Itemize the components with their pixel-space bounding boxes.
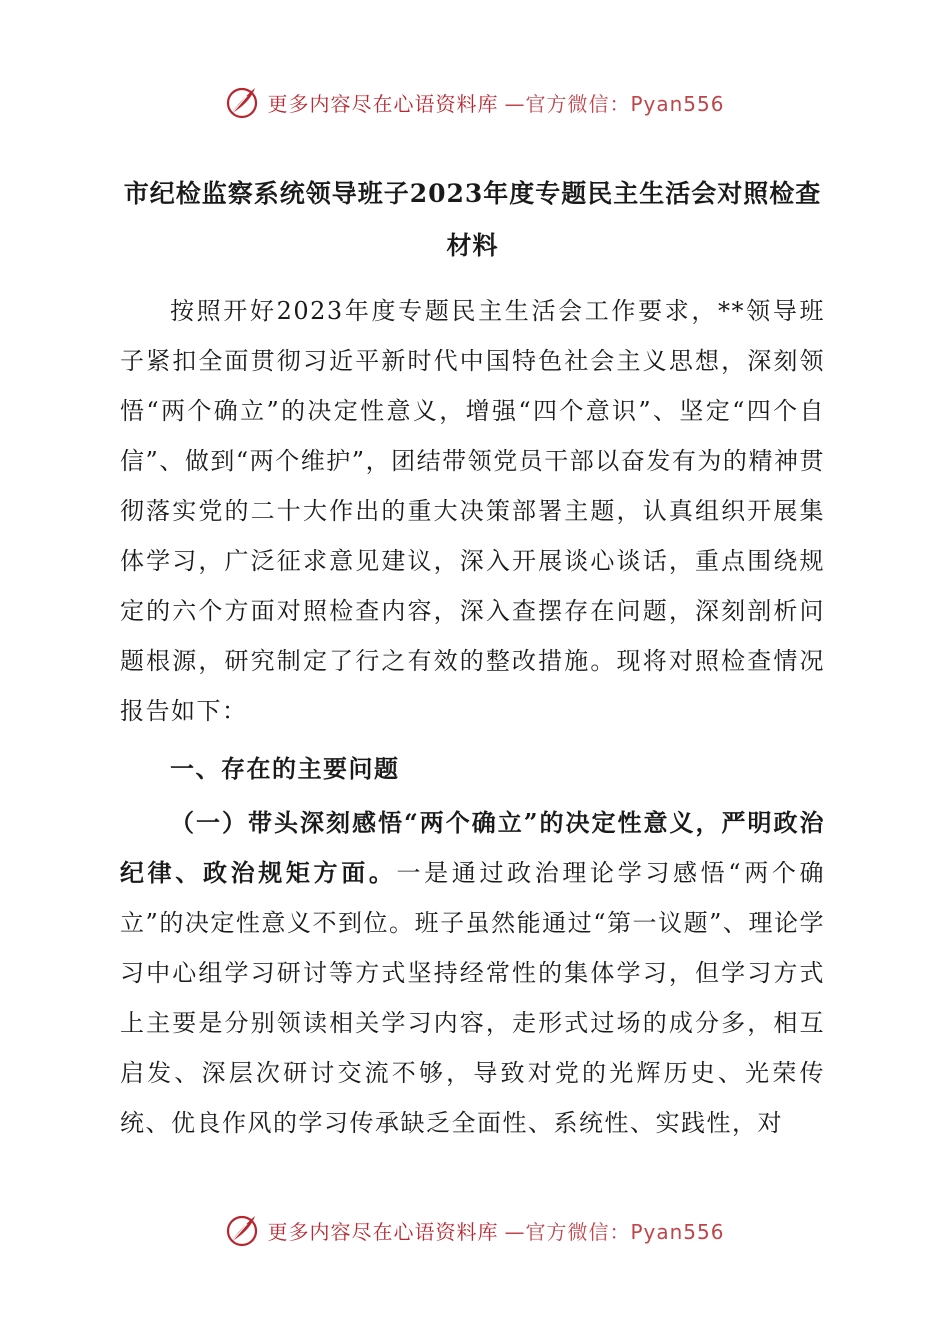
wechat-contact: —官方微信：Pyan556 [504,1219,725,1244]
header-watermark-banner [0,82,950,122]
document-title: 市纪检监察系统领导班子2023年度专题民主生活会对照检查材料 [123,179,822,260]
brand-name: 更多内容尽在心语资料库 [267,1219,499,1244]
feather-pen-logo-icon [225,84,261,120]
subsection-paragraph-1 [120,798,825,1148]
wechat-contact: —官方微信：Pyan556 [504,91,725,116]
subsection-body-1: 一是通过政治理论学习感悟“两个确立”的决定性意义不到位。班子虽然能通过“第一议题”、理论学习中心组学习研讨等方式坚持经常性的集体学习，但学习方式上主要是分别领读相关学习内容，走形式过场的成分多，相互启发、深层次研讨交流不够，导致对党的光辉历史、光荣传统、优良作风的学习传承缺乏全面性、系统性、实践性，对 [120,859,825,1137]
section-heading-1: 一、存在的主要问题 [170,754,400,783]
document-body [120,168,825,1148]
feather-pen-logo-icon [225,1212,261,1248]
footer-watermark-banner [0,1210,950,1250]
subsection-heading-1: （一）带头深刻感悟“两个确立”的决定性意义，严明政治纪律、政治规矩方面。 [120,808,825,887]
intro-paragraph: 按照开好2023年度专题民主生活会工作要求，**领导班子紧扣全面贯彻习近平新时代中国特色社会主义思想，深刻领悟“两个确立”的决定性意义，增强“四个意识”、坚定“四个自信”、做到“两个维护”，团结带领党员干部以奋发有为的精神贯彻落实党的二十大作出的重大决策部署主题，认真组织开展集体学习，广泛征求意见建议，深入开展谈心谈话，重点围绕规定的六个方面对照检查内容，深入查摆存在问题，深刻剖析问题根源，研究制定了行之有效的整改措施。现将对照检查情况报告如下： [120,297,825,725]
brand-name: 更多内容尽在心语资料库 [267,91,499,116]
